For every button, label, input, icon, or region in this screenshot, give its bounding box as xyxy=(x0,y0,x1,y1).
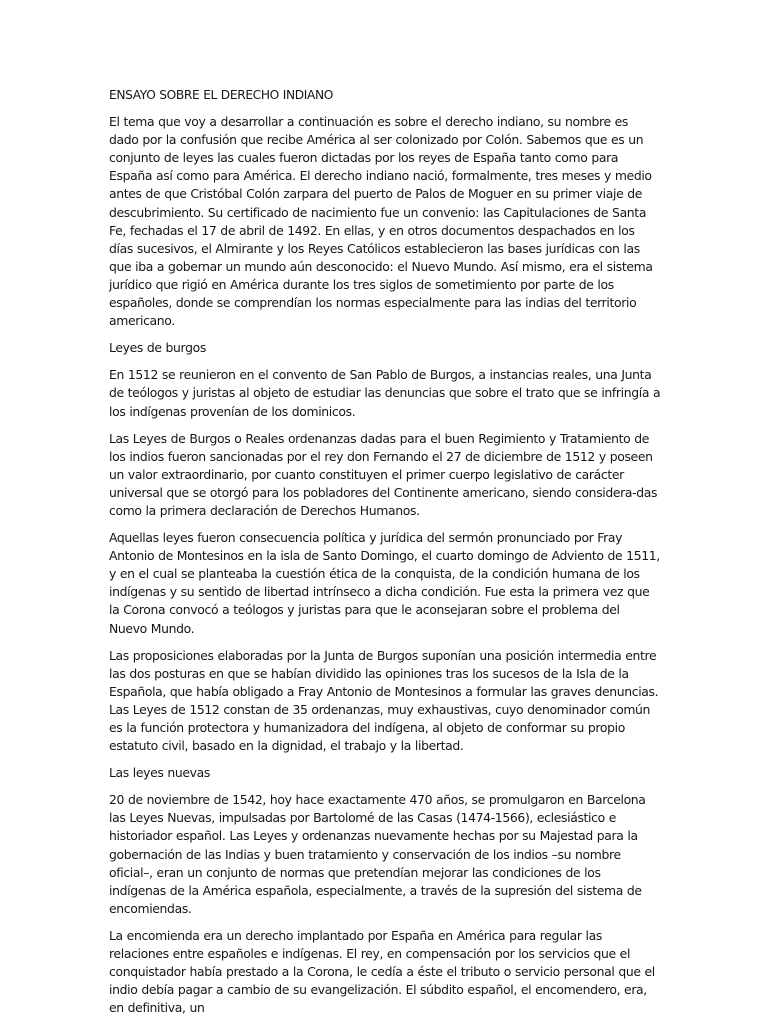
section-heading-leyes-de-burgos: Leyes de burgos xyxy=(109,340,206,356)
section-heading-las-leyes-nuevas: Las leyes nuevas xyxy=(109,765,211,781)
paragraph: Las proposiciones elaboradas por la Junta de Burgos suponían una posición intermedia entre las dos posturas en que se habían dividido las opiniones tras los sucesos de la Isla de la Española, que había obligado a Fray Antonio de Montesinos a formular las graves denuncias. Las Leyes de 1512 constan de 35 ordenanzas, muy exhaustivas, cuyo denominador común es la función protectora y humanizadora del indígena, al objeto de conformar su propio estatuto civil, basado en la dignidad, el trabajo y la libertad. xyxy=(109,647,659,754)
document-title: ENSAYO SOBRE EL DERECHO INDIANO xyxy=(109,88,333,102)
intro-paragraph: El tema que voy a desarrollar a continuación es sobre el derecho indiano, su nombre es dado por la confusión que recibe América al ser colonizado por Colón. Sabemos que es un conjunto de leyes las cuales fueron dictadas por los reyes de España tanto como para España así como para América. El derecho indiano nació, formalmente, tres meses y medio antes de que Cristóbal Colón zarpara del puerto de Palos de Moguer en su primer viaje de descubrimiento. Su certificado de nacimiento fue un convenio: las Capitulaciones de Santa Fe, fechadas el 17 de abril de 1492. En ellas, y en otros documentos despachados en los días sucesivos, el Almirante y los Reyes Católicos establecieron las bases jurídicas con las que iba a gobernar un mundo aún desconocido: el Nuevo Mundo. Así mismo, era el sistema jurídico que rigió en América durante los tres siglos de sometimiento por parte de los españoles, donde se comprendían los normas especialmente para las indias del territorio americano. xyxy=(109,114,653,329)
paragraph: En 1512 se reunieron en el convento de San Pablo de Burgos, a instancias reales, una Junta de teólogos y juristas al objeto de estudiar las denuncias que sobre el trato que se infringía a los indígenas provenían de los dominicos. xyxy=(109,367,661,419)
paragraph: 20 de noviembre de 1542, hoy hace exactamente 470 años, se promulgaron en Barcelona las Leyes Nuevas, impulsadas por Bartolomé de las Casas (1474-1566), eclesiástico e historiador español. Las Leyes y ordenanzas nuevamente hechas por su Majestad para la gobernación de las Indias y buen tratamiento y conservación de los indios –su nombre oficial–, eran un conjunto de normas que pretendían mejorar las condiciones de los indígenas de la América española, especialmente, a través de la supresión del sistema de encomiendas. xyxy=(109,792,646,916)
paragraph: La encomienda era un derecho implantado por España en América para regular las relaciones entre españoles e indígenas. El rey, en compensación por los servicios que el conquistador había prestado a la Corona, le cedía a éste el tributo o servicio personal que el indio debía pagar a cambio de su evangelización. El súbdito español, el encomendero, era, en definitiva, un xyxy=(109,927,655,1016)
document-page xyxy=(109,86,661,1026)
paragraph: Las Leyes de Burgos o Reales ordenanzas dadas para el buen Regimiento y Tratamiento de los indios fueron sancionadas por el rey don Fernando el 27 de diciembre de 1512 y poseen un valor extraordinario, por cuanto constituyen el primer cuerpo legislativo de carácter universal que se otorgó para los pobladores del Continente americano, siendo considera-das como la primera declaración de Derechos Humanos. xyxy=(109,430,658,518)
paragraph: Aquellas leyes fueron consecuencia política y jurídica del sermón pronunciado por Fray Antonio de Montesinos en la isla de Santo Domingo, el cuarto domingo de Adviento de 1511, y en el cual se planteaba la cuestión ética de la conquista, de la condición humana de los indígenas y su sentido de libertad intrínseco a dicha condición. Fue esta la primera vez que la Corona convocó a teólogos y juristas para que le aconsejaran sobre el problema del Nuevo Mundo. xyxy=(109,530,660,636)
